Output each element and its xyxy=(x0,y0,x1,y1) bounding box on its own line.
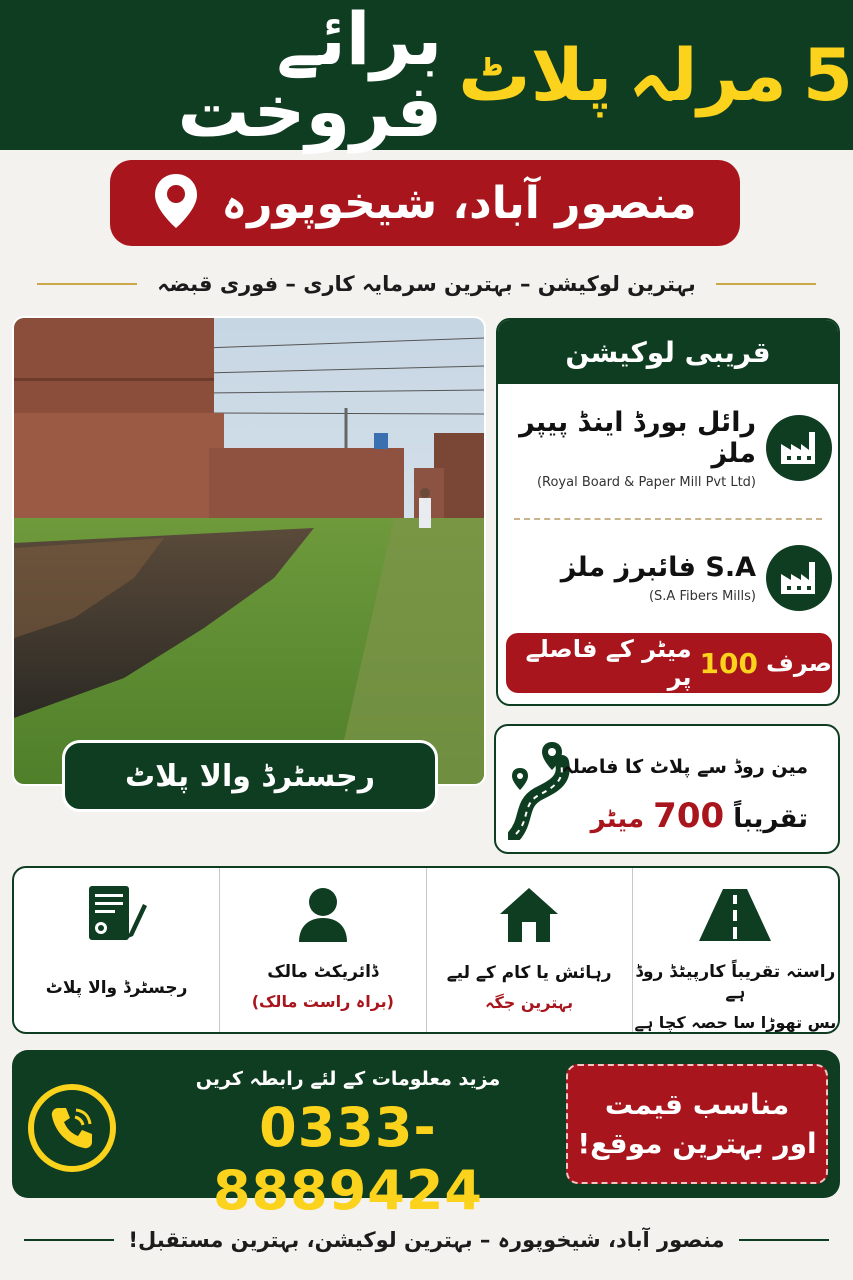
feature-road-line2: بس تھوڑا سا حصہ کچا ہے xyxy=(634,1013,837,1032)
feature-road xyxy=(632,868,838,1032)
mill-name-english: (Royal Board & Paper Mill Pvt Ltd) xyxy=(536,474,756,490)
mill-name-english: (S.A Fibers Mills) xyxy=(648,589,756,604)
certificate-icon xyxy=(85,882,149,948)
header-marla: مرلہ xyxy=(628,33,787,117)
mill-item xyxy=(508,398,832,498)
features-card xyxy=(12,866,840,1034)
road-distance-value xyxy=(591,796,808,836)
tagline-text: بہترین لوکیشن – بہترین سرمایہ کاری – فوری قبضہ xyxy=(157,272,696,296)
feature-house-line1: رہائش یا کام کے لیے xyxy=(446,963,612,983)
registered-plot-badge: رجسٹرڈ والا پلاٹ xyxy=(62,740,438,812)
mill-name-urdu: S.A فائبرز ملز xyxy=(560,552,756,583)
contact-info xyxy=(132,1068,564,1222)
distance-number: 700 xyxy=(653,796,725,836)
nearby-location-card xyxy=(496,318,840,706)
header-number: 5 xyxy=(802,33,853,117)
price-line1: مناسب قیمت xyxy=(604,1088,790,1121)
mill-name-urdu: رائل بورڈ اینڈ پیپر ملز xyxy=(519,406,756,469)
divider-right xyxy=(739,1239,829,1241)
location-text: منصور آباد، شیخوپورہ xyxy=(221,177,697,229)
divider-left xyxy=(24,1239,114,1241)
feature-owner-line2: (براہ راست مالک) xyxy=(251,992,394,1011)
feature-house-line2: بہترین جگہ xyxy=(485,993,574,1012)
location-pin-icon xyxy=(153,172,199,234)
mill-item xyxy=(508,528,832,628)
plot-photo xyxy=(12,316,486,786)
tagline-row xyxy=(0,262,853,306)
location-pill xyxy=(110,160,740,246)
approx-label: تقریباً xyxy=(733,804,808,834)
road-distance-label: مین روڈ سے پلاٹ کا فاصلہ xyxy=(561,756,808,778)
header-banner xyxy=(0,0,853,153)
price-line2: اور بہترین موقع! xyxy=(577,1127,817,1160)
phone-icon[interactable] xyxy=(28,1084,116,1172)
feature-registry xyxy=(14,868,219,1032)
distance-prefix: صرف xyxy=(766,649,832,677)
header-for-sale: برائے فروخت xyxy=(177,0,443,153)
contact-banner xyxy=(12,1050,840,1222)
factory-icon xyxy=(766,415,832,481)
phone-number[interactable]: 0333-8889424 xyxy=(212,1096,483,1222)
divider-left xyxy=(37,283,137,285)
distance-pill xyxy=(506,633,832,693)
factory-icon xyxy=(766,545,832,611)
distance-unit: میٹر xyxy=(590,804,645,834)
distance-suffix: میٹر کے فاصلے پر xyxy=(525,635,692,691)
feature-owner xyxy=(219,868,425,1032)
feature-road-line1: راستہ تقریباً کارپیٹڈ روڈ ہے xyxy=(635,962,836,1003)
road-icon xyxy=(697,882,773,947)
distance-value: 100 xyxy=(699,646,758,680)
separator xyxy=(514,518,822,520)
nearby-title: قریبی لوکیشن xyxy=(498,320,838,384)
feature-house xyxy=(426,868,632,1032)
feature-owner-line1: ڈائریکٹ مالک xyxy=(267,962,379,982)
footer xyxy=(0,1212,853,1268)
header-plot: پلاٹ xyxy=(458,33,613,117)
divider-right xyxy=(716,283,816,285)
price-badge xyxy=(566,1064,828,1184)
person-icon xyxy=(297,882,349,948)
feature-registry-line1: رجسٹرڈ والا پلاٹ xyxy=(45,978,188,998)
footer-text: منصور آباد، شیخوپورہ – بہترین لوکیشن، بہترین مستقبل! xyxy=(128,1228,725,1252)
house-icon xyxy=(498,882,560,948)
contact-label: مزید معلومات کے لئے رابطہ کریں xyxy=(195,1068,501,1090)
road-distance-card xyxy=(494,724,840,854)
